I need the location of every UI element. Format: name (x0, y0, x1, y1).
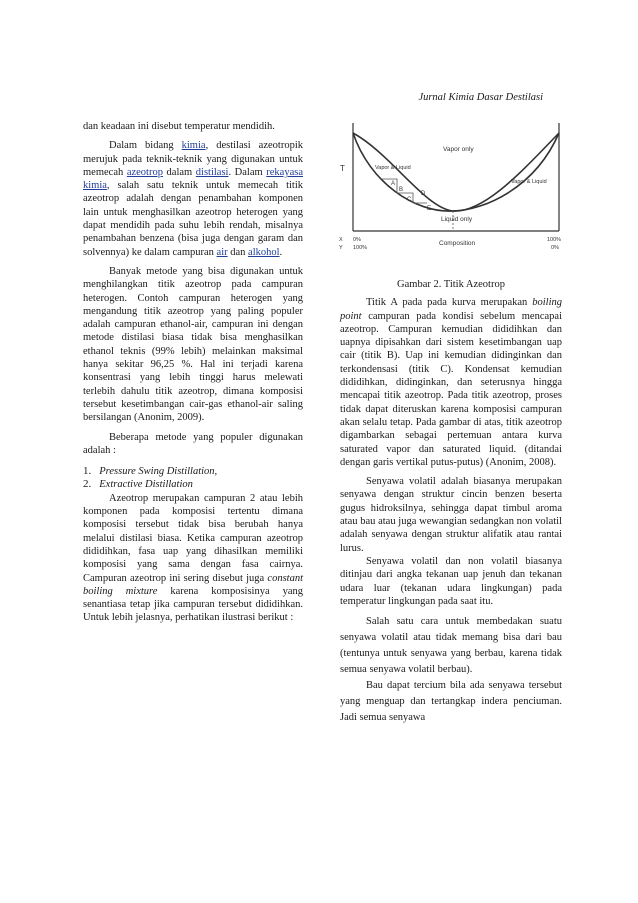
left-column (83, 120, 303, 625)
text-emphasis: constant boiling mixture (83, 572, 303, 597)
paragraph: Senyawa volatil adalah biasanya merupakan senyawa dengan struktur cincin benzen beserta gugus hidroksilnya, sehingga dapat timbul aroma atau bau atau juga wewangian sedangkan non volatil adalah senyawa dengan struktur alifatik atau rantai lurus. (340, 476, 562, 554)
journal-header: Jurnal Kimia Dasar Destilasi (418, 92, 543, 103)
y-row-name: Y (339, 245, 343, 251)
text-run: Dalam bidang (109, 140, 182, 152)
paragraph: Senyawa volatil dan non volatil biasanya ditinjau dari angka tekanan uap jenuh dan tekanan udara luar (tekanan udara lingkungan) pada temperatur lingkungan pada saat itu. (340, 555, 562, 607)
paragraph: Banyak metode yang bisa digunakan untuk menghilangkan titik azeotrop pada campuran heterogen. Contoh campuran heterogen yang mengandung titik azeotrop yang paling populer adalah campuran ethanol-air, campuran ini dengan metode distilasi biasa tidak bisa menghasilkan ethanol teknis (99% lebih) melainkan maksimal hanya sekitar 96,25 %. Hal ini terjadi karena konsentrasi yang lebih tinggi harus melewati terlebih dahulu titik azeotrop, dimana komposisi tersebut kesetimbangan cair-gas ethanol-air saling bersilangan (Anonim, 2009). (83, 265, 303, 424)
saturated-vapor-curve (353, 133, 559, 211)
list-item (83, 478, 303, 491)
paragraph: dan keadaan ini disebut temperatur mendidih. (83, 121, 275, 132)
text-run: dalam (162, 166, 196, 178)
paragraph (83, 492, 303, 625)
y-row-left: 100% (353, 245, 368, 251)
text-run: . (279, 246, 283, 258)
x-axis-label: Composition (439, 240, 476, 247)
vapor-liquid-left-label: Vapor & Liquid (375, 165, 411, 171)
list-item (83, 465, 303, 478)
saturated-liquid-curve (353, 133, 559, 211)
method-list (83, 465, 303, 492)
point-label: B (399, 187, 404, 193)
point-label: E (427, 206, 432, 212)
point-label: D (421, 191, 426, 197)
x-row-right: 100% (547, 237, 562, 243)
list-number: 2. (83, 478, 92, 491)
list-number: 1. (83, 465, 92, 478)
text-run: dan (227, 246, 249, 258)
link-azeotrop[interactable]: azeotrop (126, 166, 163, 178)
vapor-only-label: Vapor only (443, 146, 474, 153)
right-column (340, 278, 562, 726)
x-row-name: X (339, 237, 343, 243)
link-rekayasa-kimia[interactable]: rekayasa kimia (83, 166, 303, 192)
y-axis-label: T (340, 164, 345, 173)
link-kimia[interactable]: kimia (181, 140, 206, 152)
paragraph (83, 139, 303, 259)
vapor-liquid-right-label: Vapor & Liquid (511, 179, 547, 185)
text-run: . Dalam (228, 166, 267, 178)
text-run: campuran pada kondisi sebelum mencapai azeotrop. Campuran kemudian dididihkan dan uapnya dipisahkan dari sistem kesetimbangan uap cair (titik B). Uap ini kemudian didinginkan dan terkondensasi (titik C). Kondensat kemudian dididihkan, didinginkan, dan seterusnya hingga mencapai titik azeotrop. Pada titik azeotrop, proses tidak dapat diteruskan karena komposisi campuran akan selalu tetap. Pada gambar di atas, titik azeotrop digambarkan sebagai pertemuan antara kurva saturated vapor dan saturated liquid. (ditandai dengan garis vertikal putus-putus) (Anonim, 2008). (340, 310, 562, 468)
paragraph (340, 296, 562, 469)
text-run: Titik A pada pada kurva merupakan (366, 297, 533, 309)
list-text: Pressure Swing Distillation, (99, 466, 218, 478)
link-alkohol[interactable]: alkohol (248, 246, 280, 258)
text-emphasis: boiling point (340, 297, 562, 322)
link-air[interactable]: air (216, 246, 228, 258)
text-run: Azeotrop merupakan campuran 2 atau lebih komponen pada komposisi tertentu dimana komposisi tersebut tidak bisa berubah hanya melalui distilasi biasa. Ketika campuran azeotrop dididihkan, fasa uap yang dihasilkan memiliki komposisi yang sama dengan fasa cairnya. Campuran azeotrop ini sering disebut juga (83, 492, 303, 584)
list-text: Extractive Distillation (99, 479, 193, 491)
paragraph: Bau dapat tercium bila ada senyawa tersebut yang menguap dan tertangkap indera penciuman. Jadi semua senyawa (340, 680, 562, 724)
text-run: , destilasi azeotropik merujuk pada teknik-teknik yang digunakan untuk memecah (83, 140, 303, 178)
point-label: C (407, 197, 412, 203)
paragraph: Beberapa metode yang populer digunakan adalah : (83, 431, 303, 456)
paragraph: Salah satu cara untuk membedakan suatu senyawa volatil atau tidak memang bisa dari bau (tentunya untuk senyawa yang berbau, karena tidak semua senyawa volatil berbau). (340, 616, 562, 676)
text-run: karena komposisinya yang senantiasa tetap jika campuran tersebut dididihkan. Untuk lebih jelasnya, perhatikan ilustrasi berikut : (83, 585, 303, 624)
y-row-right: 0% (551, 245, 559, 251)
figure-caption: Gambar 2. Titik Azeotrop (397, 279, 505, 290)
link-distilasi[interactable]: distilasi (195, 166, 229, 178)
azeotrope-figure (335, 113, 567, 265)
x-row-left: 0% (353, 237, 361, 243)
text-run: , salah satu teknik untuk memecah titik azeotrop adalah dengan penambahan komponen lain untuk menghasilkan azeotrop heterogen yang dapat mendidih pada suhu lebih rendah, misalnya penambahan benzena (bisa juga dengan garam dan solvennya) ke dalam campuran (83, 180, 303, 258)
liquid-only-label: Liquid only (441, 216, 473, 223)
azeotrope-diagram (335, 113, 567, 265)
point-label: A (391, 181, 396, 187)
